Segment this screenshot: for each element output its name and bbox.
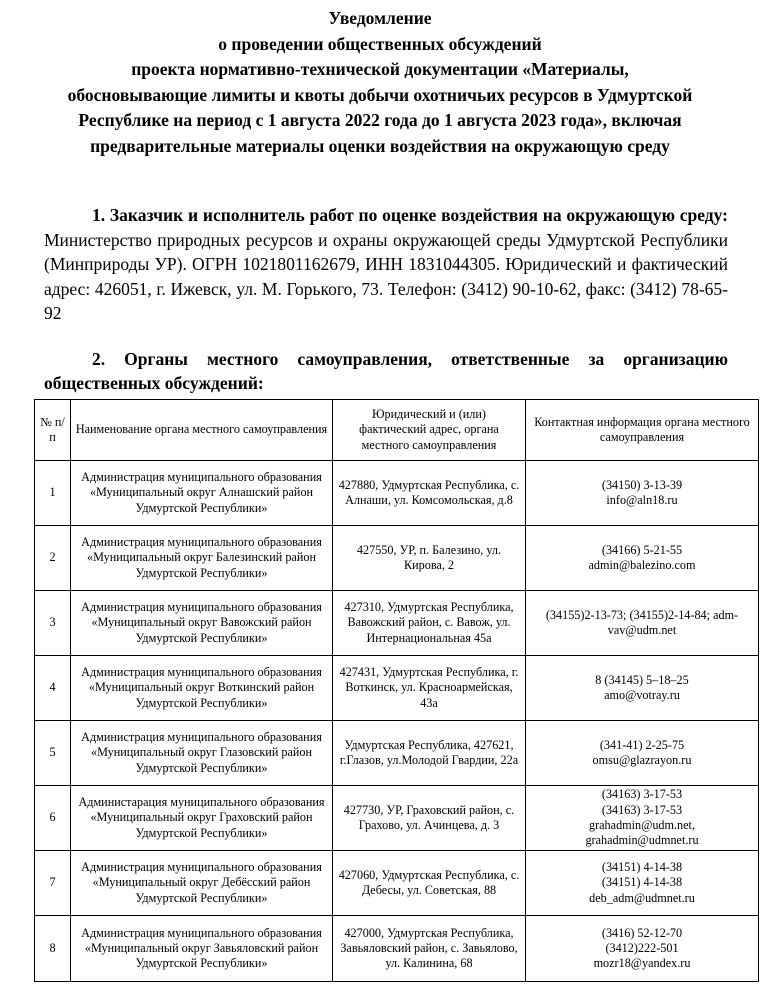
title-line: Уведомление: [328, 8, 432, 28]
cell-contacts: (34155)2-13-73; (34155)2-14-84; adm-vav@udm.net: [526, 591, 759, 656]
cell-number: 8: [35, 916, 71, 982]
authorities-table: [34, 399, 759, 982]
cell-contacts: (341-41) 2-25-75 omsu@glazrayon.ru: [526, 721, 759, 786]
section-customer: [44, 203, 728, 326]
cell-address: 427310, Удмуртская Республика, Вавожский район, с. Вавож, ул. Интернациональная 45а: [333, 591, 526, 656]
cell-name: Администрация муниципального образования «Муниципальный округ Воткинский район Удмуртской Республики»: [71, 656, 333, 721]
table-header-row: [35, 400, 759, 461]
table-row: [35, 591, 759, 656]
cell-address: 427730, УР, Граховский район, с. Грахово, ул. Ачинцева, д. 3: [333, 786, 526, 851]
cell-address: Удмуртская Республика, 427621, г.Глазов, ул.Молодой Гвардии, 22а: [333, 721, 526, 786]
cell-contacts: (3416) 52-12-70 (3412)222-501 mozr18@yandex.ru: [526, 916, 759, 982]
cell-contacts: 8 (34145) 5–18–25 amo@votray.ru: [526, 656, 759, 721]
cell-contacts: (34151) 4-14-38 (34151) 4-14-38 deb_adm@udmnet.ru: [526, 851, 759, 916]
cell-name: Администрация муниципального образования «Муниципальный округ Глазовский район Удмуртской Республики»: [71, 721, 333, 786]
cell-name: Администарация муниципального образования «Муниципальный округ Граховский район Удмуртской Республики»: [71, 786, 333, 851]
table-row: [35, 461, 759, 526]
title-line: предварительные материалы оценки воздействия на окружающую среду: [90, 135, 670, 156]
cell-name: Администрация муниципального образования «Муниципальный округ Алнашский район Удмуртской Республики»: [71, 461, 333, 526]
header-name: Наименование органа местного самоуправления: [71, 400, 333, 461]
header-contacts: Контактная информация органа местного самоуправления: [526, 400, 759, 461]
table-row: [35, 721, 759, 786]
cell-number: 2: [35, 526, 71, 591]
table-row: [35, 851, 759, 916]
cell-address: 427550, УР, п. Балезино, ул. Кирова, 2: [333, 526, 526, 591]
cell-number: 3: [35, 591, 71, 656]
table-row: [35, 656, 759, 721]
table-body: [35, 461, 759, 982]
title-line: о проведении общественных обсуждений: [218, 33, 542, 54]
cell-contacts: (34166) 5-21-55 admin@balezino.com: [526, 526, 759, 591]
cell-number: 4: [35, 656, 71, 721]
title-line: проекта нормативно-технической документации «Материалы,: [131, 59, 629, 79]
title-line: обосновывающие лимиты и квоты добычи охотничьих ресурсов в Удмуртской: [67, 84, 693, 105]
cell-name: Администрация муниципального образования «Муниципальный округ Дебёсский район Удмуртской Республики»: [71, 851, 333, 916]
table-row: [35, 916, 759, 982]
cell-address: 427000, Удмуртская Республика, Завьяловский район, с. Завьялово, ул. Калинина, 68: [333, 916, 526, 982]
header-address: Юридический и (или) фактический адрес, органа местного самоуправления: [333, 400, 526, 461]
section-authorities-heading: 2. Органы местного самоуправления, ответственные за организацию общественных обсуждений:: [44, 349, 728, 393]
cell-contacts: (34163) 3-17-53 (34163) 3-17-53 grahadmin@udm.net, grahadmin@udmnet.ru: [526, 786, 759, 851]
cell-name: Администрация муниципального образования «Муниципальный округ Балезинский район Удмуртской Республики»: [71, 526, 333, 591]
cell-name: Администрация муниципального образования «Муниципальный округ Вавожский район Удмуртской Республики»: [71, 591, 333, 656]
cell-address: 427431, Удмуртская Республика, г. Воткинск, ул. Красноармейская, 43а: [333, 656, 526, 721]
section-customer-heading: 1. Заказчик и исполнитель работ по оценке воздействия на окружающую среду:: [92, 205, 728, 225]
section-authorities: [44, 347, 728, 395]
cell-name: Администрация муниципального образования «Муниципальный округ Завьяловский район Удмуртской Республики»: [71, 916, 333, 982]
table-row: [35, 526, 759, 591]
section-customer-text: Министерство природных ресурсов и охраны окружающей среды Удмуртской Республики (Минприроды УР). ОГРН 1021801162679, ИНН 1831044305. Юридический и фактический адрес: 426051, г. Ижевск, ул. М. Горького, 73. Телефон: (3412) 90-10-62, факс: (3412) 78-65-92: [44, 229, 728, 323]
cell-address: 427880, Удмуртская Республика, с. Алнаши, ул. Комсомольская, д.8: [333, 461, 526, 526]
table-row: [35, 786, 759, 851]
header-number: № п/п: [35, 400, 71, 461]
cell-number: 5: [35, 721, 71, 786]
cell-number: 6: [35, 786, 71, 851]
cell-address: 427060, Удмуртская Республика, с. Дебесы, ул. Советская, 88: [333, 851, 526, 916]
cell-number: 7: [35, 851, 71, 916]
cell-contacts: (34150) 3-13-39 info@aln18.ru: [526, 461, 759, 526]
notice-title: [30, 6, 730, 159]
cell-number: 1: [35, 461, 71, 526]
title-line: Республике на период с 1 августа 2022 года до 1 августа 2023 года», включая: [78, 110, 682, 130]
